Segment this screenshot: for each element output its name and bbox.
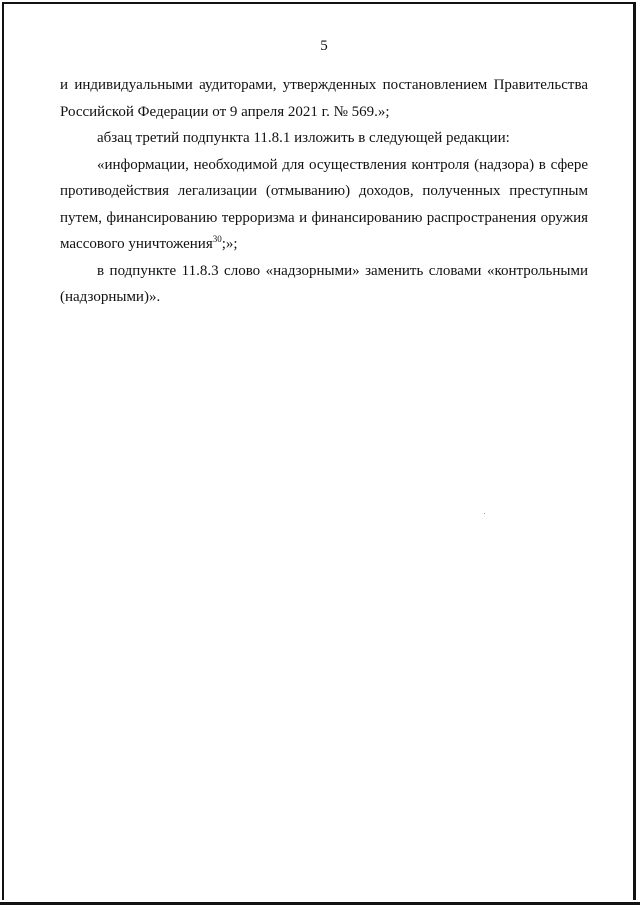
paragraph-amendment-text	[60, 152, 588, 258]
paragraph-word-replacement: в подпункте 11.8.3 слово «надзорными» заменить словами «контрольными (надзорными)».	[60, 262, 588, 305]
footnote-reference: 30	[212, 234, 222, 244]
scan-speck	[484, 513, 485, 514]
paragraph-continuation: и индивидуальными аудиторами, утвержденных постановлением Правительства Российской Федерации от 9 апреля 2021 г. № 569.»;	[60, 77, 588, 120]
paragraph-amendment-intro: абзац третий подпункта 11.8.1 изложить в следующей редакции:	[97, 130, 510, 146]
amendment-text-tail: ;»;	[221, 236, 238, 252]
amendment-text: «информации, необходимой для осуществления контроля (надзора) в сфере противодействия легализации (отмыванию) доходов, полученных преступным путем, финансированию терроризма и финансированию распространения оружия массового уничтожения	[60, 156, 588, 252]
document-page	[60, 30, 588, 311]
page-number: 5	[320, 38, 328, 54]
